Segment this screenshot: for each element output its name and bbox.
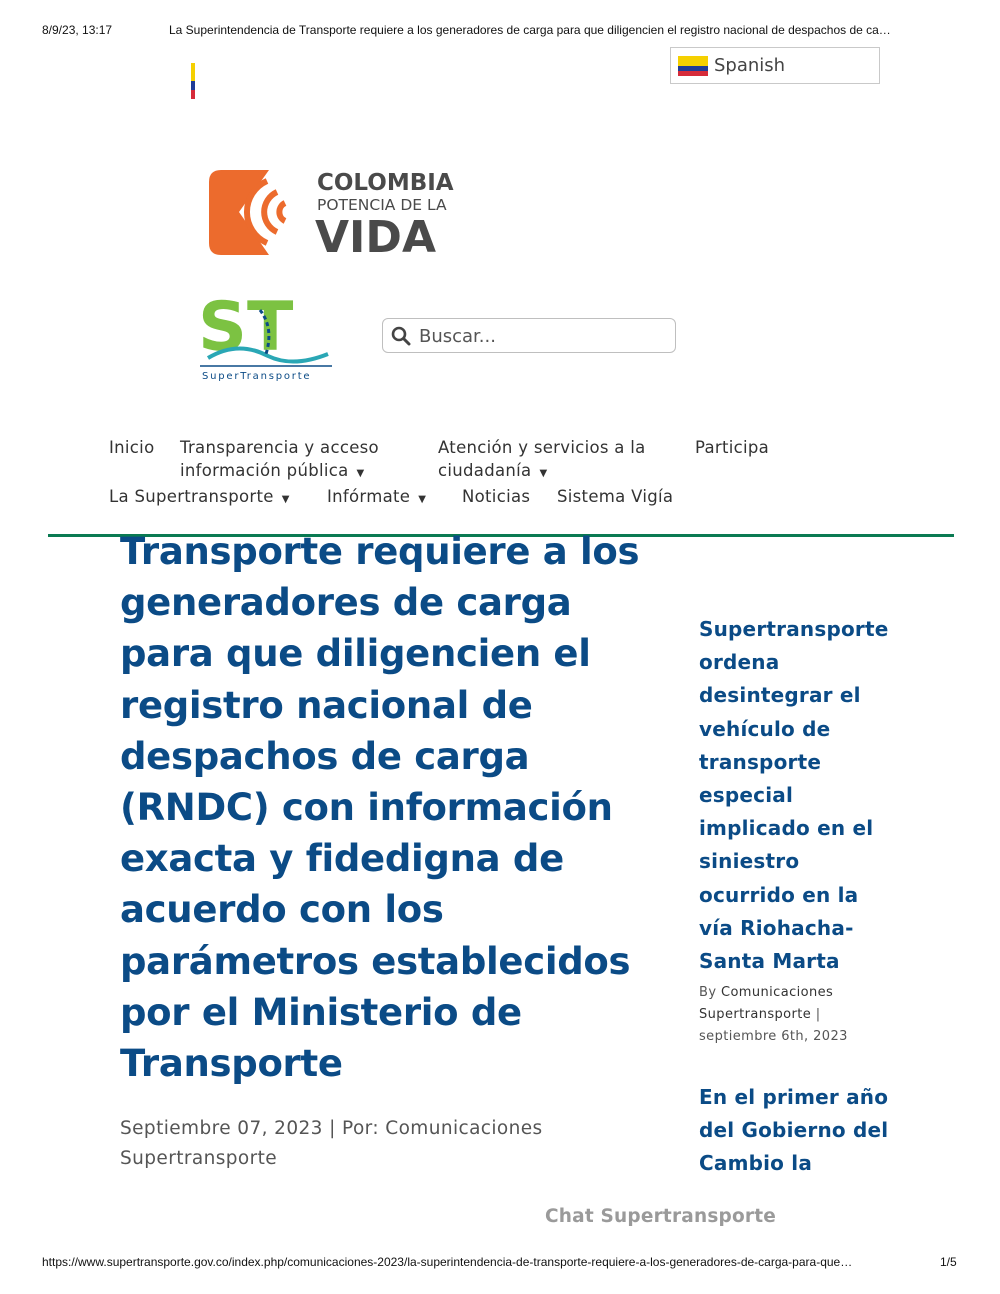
sidebar-post-author[interactable]: Comunicaciones Supertransporte — [699, 985, 834, 1022]
gov-logo-line1: COLOMBIA — [317, 170, 454, 196]
nav-item-sistema-vigia[interactable] — [557, 485, 673, 508]
nav-item-label: La Supertransporte — [109, 487, 274, 506]
nav-item-label: Noticias — [462, 487, 531, 506]
nav-item-inicio[interactable] — [109, 436, 154, 459]
nav-item-label: Participa — [695, 438, 770, 457]
sidebar-post-title[interactable]: Supertransporte ordena desintegrar el vehículo de transporte especial implicado en el siniestro ocurrido en la vía Riohacha-Santa Marta — [699, 617, 889, 974]
sidebar-post-meta — [699, 982, 883, 1048]
gov-logo-line2: POTENCIA DE LA — [317, 196, 447, 214]
by-label: By — [699, 985, 717, 1000]
language-selector[interactable] — [670, 47, 880, 84]
search-input[interactable] — [419, 323, 669, 349]
supertransporte-logo[interactable] — [198, 288, 338, 383]
nav-item-la-supertransporte[interactable] — [109, 485, 290, 511]
dropdown-caret-icon: ▼ — [539, 468, 548, 479]
colombia-flag-icon — [678, 56, 708, 76]
nav-item-noticias[interactable] — [462, 485, 530, 508]
dropdown-caret-icon: ▼ — [281, 494, 290, 505]
search-icon[interactable] — [391, 326, 411, 346]
nav-item-label: Inicio — [109, 438, 155, 457]
gov-logo-line3: VIDA — [315, 212, 436, 260]
print-page-number: 1/5 — [940, 1255, 957, 1269]
print-page-title: La Superintendencia de Transporte requiere a los generadores de carga para que diligencien el registro nacional de despachos de ca… — [169, 23, 891, 37]
dropdown-caret-icon: ▼ — [356, 468, 365, 479]
article-meta: Septiembre 07, 2023 | Por: Comunicaciones Supertransporte — [120, 1118, 543, 1169]
nav-item-label: Sistema Vigía — [557, 487, 674, 506]
colombia-potencia-de-la-vida-logo[interactable] — [207, 165, 457, 260]
st-logo-letters: ST — [198, 288, 294, 367]
nav-item-transparencia[interactable] — [180, 436, 379, 485]
article-title: Transporte requiere a los generadores de carga para que diligencien el registro nacional de despachos de carga (RNDC) con información exacta y fidedigna de acuerdo con los parámetros establecidos por el Ministerio de Transporte — [120, 530, 640, 1086]
nav-item-label-line2: ciudadanía — [438, 461, 532, 480]
nav-item-informate[interactable] — [327, 485, 426, 511]
sidebar-post-title[interactable]: En el primer año del Gobierno del Cambio la — [699, 1085, 889, 1176]
nav-item-label: Infórmate — [327, 487, 411, 506]
print-date: 8/9/23, 13:17 — [42, 23, 113, 37]
nav-item-label: Atención y servicios a la — [438, 438, 646, 457]
meta-separator: | — [815, 1007, 821, 1022]
print-url: https://www.supertransporte.gov.co/index.php/comunicaciones-2023/la-superintendencia-de-transporte-requiere-a-los-generadores-de-carga-para-que… — [42, 1255, 853, 1269]
nav-item-label: Transparencia y acceso — [180, 438, 379, 457]
chat-widget-button[interactable]: Chat Supertransporte — [545, 1206, 777, 1227]
nav-item-label-line2: información pública — [180, 461, 349, 480]
nav-item-participa[interactable] — [695, 436, 769, 459]
sidebar-post-date: septiembre 6th, 2023 — [699, 1029, 848, 1044]
nav-item-atencion[interactable] — [438, 436, 646, 485]
st-logo-caption: SuperTransporte — [202, 371, 312, 382]
language-label: Spanish — [714, 55, 786, 76]
colombia-flag-stripe — [191, 63, 195, 99]
search-box[interactable] — [382, 318, 676, 353]
dropdown-caret-icon: ▼ — [418, 494, 427, 505]
